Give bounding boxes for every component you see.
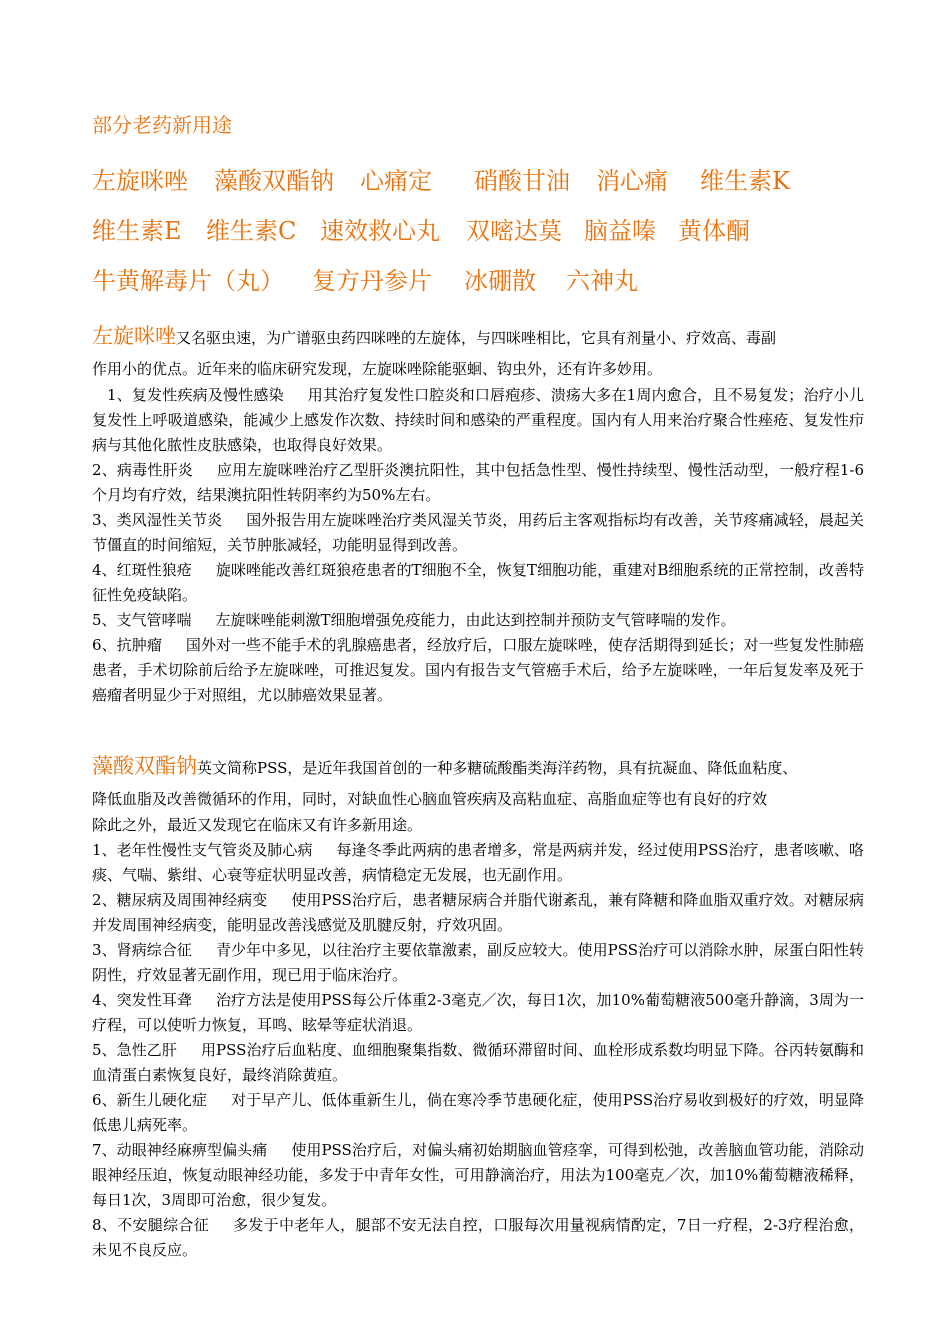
list-item: 8、不安腿综合征 多发于中老年人，腿部不安无法自控，口服每次用量视病情酌定，7日一疗程，2-3疗程治愈，未见不良反应。 (92, 1216, 865, 1259)
list-item: 6、抗肿瘤 国外对一些不能手术的乳腺癌患者，经放疗后，口服左旋咪唑，使存活期得到延长；对一些复发性肺癌患者，手术切除前后给予左旋咪唑，可推迟复发。国内有报告支气管癌手术后，给予左旋咪唑，一年后复发率及死于癌瘤者明显少于对照组，尤以肺癌效果显著。 (92, 636, 864, 704)
toc-item: 消心痛 (596, 167, 668, 195)
list-item: 4、红斑性狼疮 旋咪唑能改善红斑狼疮患者的T细胞不全，恢复T细胞功能，重建对B细胞系统的正常控制，改善特征性免疫缺陷。 (92, 561, 864, 604)
toc-item: 复方丹参片 (312, 267, 432, 295)
toc-item: 维生素E (92, 217, 182, 245)
toc-item: 速效救心丸 (320, 217, 440, 245)
section-heading: 左旋咪唑 (92, 324, 176, 348)
list-item: 6、新生儿硬化症 对于早产儿、低体重新生儿，倘在寒冷季节患硬化症，使用PSS治疗易收到极好的疗效，明显降低患儿病死率。 (92, 1091, 864, 1134)
toc-item: 左旋咪唑 (92, 167, 188, 195)
list-item: 7、动眼神经麻痹型偏头痛 使用PSS治疗后，对偏头痛初始期脑血管痉挛，可得到松弛，改善脑血管功能，消除动眼神经压迫，恢复动眼神经功能，多发于中青年女性，可用静滴治疗，用法为100毫克／次，加10%葡萄糖液稀释，每日1次，3周即可治愈，很少复发。 (92, 1141, 864, 1209)
section-levamisole (92, 320, 864, 708)
toc-item: 六神丸 (566, 267, 638, 295)
toc-line-2 (92, 206, 864, 256)
toc-item: 脑益嗪 (584, 217, 656, 245)
toc-item: 冰硼散 (464, 267, 536, 295)
section-pss (92, 750, 864, 1263)
intro-continued: 作用小的优点。近年来的临床研究发现，左旋咪唑除能驱蛔、钩虫外，还有许多妙用。 (92, 360, 663, 378)
list-item: 4、突发性耳聋 治疗方法是使用PSS每公斤体重2-3毫克／次，每日1次，加10%葡萄糖液500毫升静滴，3周为一疗程，可以使听力恢复，耳鸣、眩晕等症状消退。 (92, 991, 864, 1034)
toc-item: 双嘧达莫 (466, 217, 562, 245)
intro-text: 又名驱虫速，为广谱驱虫药四咪唑的左旋体，与四咪唑相比，它具有剂量小、疗效高、毒副 (176, 329, 777, 347)
list-item: 5、急性乙肝 用PSS治疗后血粘度、血细胞聚集指数、微循环滞留时间、血栓形成系数均明显下降。谷丙转氨酶和血清蛋白素恢复良好，最终消除黄疸。 (92, 1041, 865, 1084)
toc-item: 维生素K (700, 167, 790, 195)
list-item: 5、支气管哮喘 左旋咪唑能刺激T细胞增强免疫能力，由此达到控制并预防支气管哮喘的发作。 (92, 611, 736, 629)
list-item: 3、类风湿性关节炎 国外报告用左旋咪唑治疗类风湿关节炎，用药后主客观指标均有改善，关节疼痛减轻，晨起关节僵直的时间缩短，关节肿胀减轻，功能明显得到改善。 (92, 511, 864, 554)
toc-item: 黄体酮 (678, 217, 750, 245)
list-item: 1、老年性慢性支气管炎及肺心病 每逢冬季此两病的患者增多，常是两病并发，经过使用PSS治疗，患者咳嗽、咯痰、气喘、紫绀、心衰等症状明显改善，病情稳定无发展，也无副作用。 (92, 841, 865, 884)
toc-line-1 (92, 156, 864, 206)
drug-index (92, 156, 864, 306)
toc-item: 硝酸甘油 (474, 167, 570, 195)
intro-text: 英文简称PSS，是近年我国首创的一种多糖硫酸酯类海洋药物，具有抗凝血、降低血粘度、 (197, 759, 798, 777)
toc-item: 心痛定 (360, 167, 432, 195)
document-page (92, 108, 864, 1263)
toc-item: 维生素C (206, 217, 297, 245)
intro-tail: 除此之外，最近又发现它在临床又有许多新用途。 (92, 816, 423, 834)
section-intro (92, 750, 864, 785)
toc-item: 藻酸双酯钠 (214, 167, 334, 195)
list-item: 2、病毒性肝炎 应用左旋咪唑治疗乙型肝炎澳抗阳性，其中包括急性型、慢性持续型、慢性活动型，一般疗程1-6个月均有疗效，结果澳抗阳性转阴率约为50%左右。 (92, 461, 864, 504)
section-heading: 藻酸双酯钠 (92, 754, 197, 778)
list-item: 1、复发性疾病及慢性感染 用其治疗复发性口腔炎和口唇疱疹、溃疡大多在1周内愈合，且不易复发；治疗小儿复发性上呼吸道感染，能减少上感发作次数、持续时间和感染的严重程度。国内有人用来治疗聚合性痤疮、复发性疖病与其他化脓性皮肤感染，也取得良好效果。 (92, 386, 864, 454)
toc-line-3 (92, 256, 864, 306)
list-item: 3、肾病综合征 青少年中多见，以往治疗主要依靠激素，副反应较大。使用PSS治疗可以消除水肿，尿蛋白阳性转阴性，疗效显著无副作用，现已用于临床治疗。 (92, 941, 865, 984)
list-item: 2、糖尿病及周围神经病变 使用PSS治疗后，患者糖尿病合并脂代谢紊乱，兼有降糖和降血脂双重疗效。对糖尿病并发周围神经病变，能明显改善浅感觉及肌腱反射，疗效巩固。 (92, 891, 864, 934)
toc-item: 牛黄解毒片（丸） (92, 267, 284, 295)
section-intro (92, 320, 864, 355)
intro-continued: 降低血脂及改善微循环的作用，同时，对缺血性心脑血管疾病及高粘血症、高脂血症等也有良好的疗效 (92, 790, 768, 808)
page-title: 部分老药新用途 (92, 113, 232, 137)
